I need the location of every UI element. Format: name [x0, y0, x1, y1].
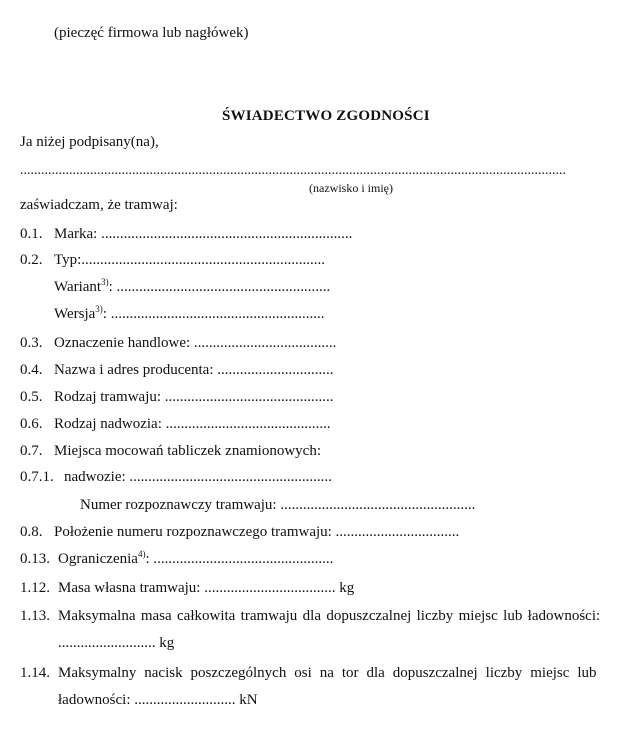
item-number: 0.6.: [20, 416, 43, 432]
item-rodzaj-tramwaju: Rodzaj tramwaju: .............................................: [54, 389, 334, 405]
ograniczenia-dots: : ................................................: [145, 551, 334, 567]
item-miejsca-mocowan: Miejsca mocowań tabliczek znamionowych:: [54, 443, 321, 459]
item-number: 0.3.: [20, 335, 43, 351]
item-number: 0.8.: [20, 524, 43, 540]
item-wariant: [54, 279, 330, 296]
footnote-mark: 3): [101, 277, 109, 287]
item-number: 0.7.1.: [20, 469, 54, 485]
item-polozenie-numeru: Położenie numeru rozpoznawczego tramwaju: .................................: [54, 524, 460, 540]
intro-text: Ja niżej podpisany(na),: [20, 134, 159, 150]
item-number: 1.12.: [20, 580, 50, 596]
item-producent: Nazwa i adres producenta: ...............................: [54, 362, 334, 378]
item-number: 0.2.: [20, 252, 43, 268]
stamp-note: (pieczęć firmowa lub nagłówek): [54, 25, 249, 41]
wersja-label: Wersja: [54, 306, 96, 322]
item-maksymalny-nacisk-value: ładowności: ........................... kN: [58, 692, 258, 708]
item-masa-wlasna: Masa własna tramwaju: ................................... kg: [58, 580, 355, 596]
item-maksymalna-masa-value: .......................... kg: [58, 635, 175, 651]
wariant-dots: : .........................................................: [108, 279, 331, 295]
item-oznaczenie-handlowe: Oznaczenie handlowe: ......................................: [54, 335, 337, 351]
name-caption: (nazwisko i imię): [309, 181, 393, 195]
item-nadwozie: nadwozie: ......................................................: [64, 469, 332, 485]
item-maksymalny-nacisk: Maksymalny nacisk poszczególnych osi na tor dla dopuszczalnej liczby miejsc lub: [58, 665, 597, 681]
wersja-dots: : .........................................................: [102, 306, 325, 322]
item-number: 0.7.: [20, 443, 43, 459]
item-number: 1.14.: [20, 665, 50, 681]
item-maksymalna-masa: Maksymalna masa całkowita tramwaju dla dopuszczalnej liczby miejsc lub ładowności:: [58, 608, 601, 624]
item-number: 1.13.: [20, 608, 50, 624]
item-numer-rozpoznawczy: Numer rozpoznawczy tramwaju: ....................................................: [80, 497, 476, 513]
footnote-mark: 4): [137, 549, 146, 559]
wariant-label: Wariant: [54, 279, 102, 295]
footnote-mark: 3): [95, 304, 103, 314]
item-number: 0.13.: [20, 551, 50, 567]
item-rodzaj-nadwozia: Rodzaj nadwozia: ............................................: [54, 416, 331, 432]
name-dotted-line: ............................................................................................................................................................: [20, 163, 566, 178]
item-marka: Marka: ...................................................................: [54, 226, 353, 242]
item-number: 0.1.: [20, 226, 43, 242]
certify-text: zaświadczam, że tramwaj:: [20, 197, 178, 213]
document-title: ŚWIADECTWO ZGODNOŚCI: [222, 108, 430, 124]
item-wersja: [54, 306, 324, 323]
item-ograniczenia: [58, 551, 333, 568]
item-number: 0.4.: [20, 362, 43, 378]
ograniczenia-label: Ograniczenia: [58, 551, 138, 567]
item-number: 0.5.: [20, 389, 43, 405]
item-typ: Typ:.................................................................: [54, 252, 326, 268]
